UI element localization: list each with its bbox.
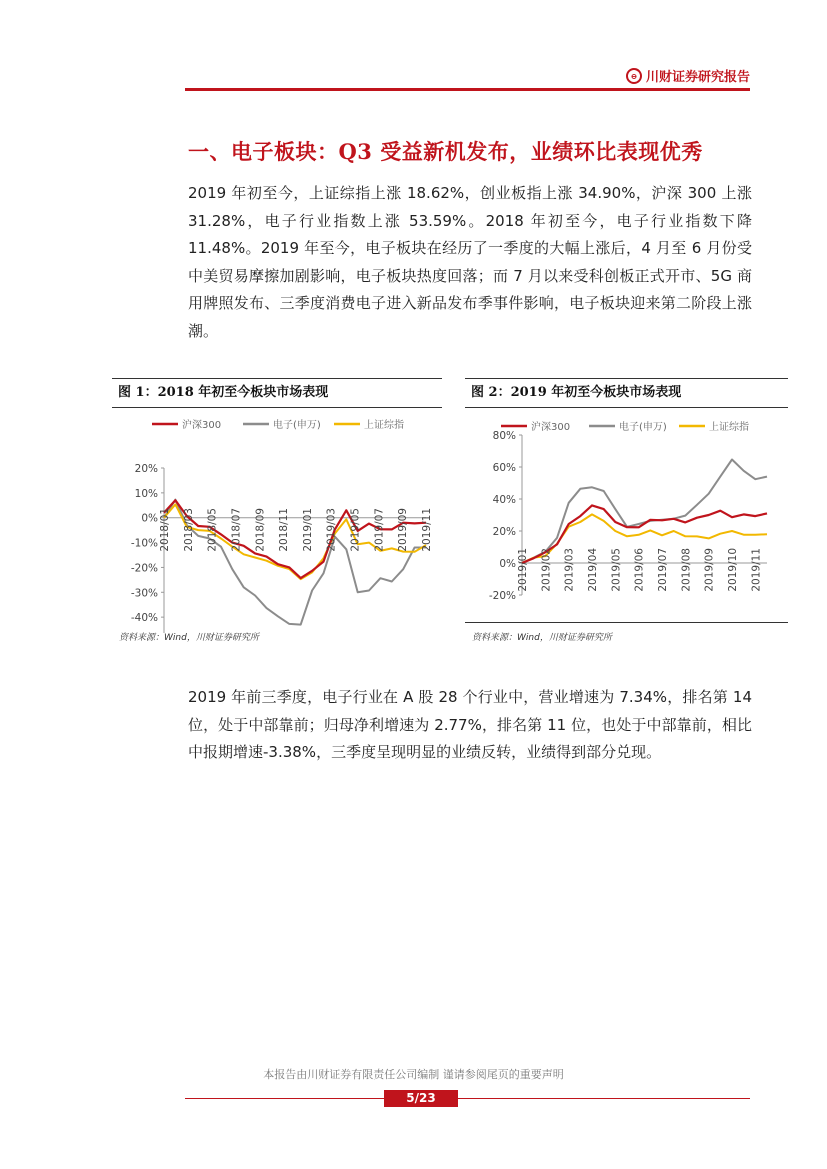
x-tick-label: 2018/05: [206, 508, 219, 552]
footer-rule: [185, 1098, 750, 1099]
x-tick-label: 2019/10: [727, 548, 739, 592]
x-tick-label: 2019/01: [301, 508, 314, 552]
y-tick-label: 0%: [141, 512, 158, 525]
x-tick-label: 2019/02: [540, 548, 553, 592]
legend-label-0: 沪深300: [182, 420, 222, 431]
legend-label-2: 上证综指: [709, 422, 749, 433]
figure-1-source: 资料来源：Wind，川财证券研究所: [119, 633, 259, 643]
series-line-1: [164, 500, 426, 625]
header-rule: [185, 88, 750, 91]
legend-label-1: 电子(申万): [273, 420, 321, 431]
x-tick-label: 2019/07: [373, 508, 386, 552]
y-tick-label: 0%: [499, 558, 516, 570]
page-number: 5/23: [384, 1090, 458, 1107]
x-tick-label: 2019/03: [563, 548, 576, 592]
x-tick-label: 2018/11: [278, 508, 291, 552]
footer-disclaimer: 本报告由川财证券有限责任公司编制 谨请参阅尾页的重要声明: [263, 1068, 564, 1081]
x-tick-label: 2019/03: [325, 508, 338, 552]
figure-1-chart: [112, 408, 442, 633]
x-tick-label: 2019/01: [517, 548, 529, 592]
x-tick-label: 2019/07: [657, 548, 669, 592]
y-tick-label: 40%: [492, 494, 516, 506]
results-paragraph: 2019 年前三季度，电子行业在 A 股 28 个行业中，营业增速为 7.34%，排名第 14 位，处于中部靠前；归母净利增速为 2.77%，排名第 11 位，也处于中部靠前，相比中报期增速-3.38%，三季度呈现明显的业绩反转，业绩得到部分兑现。: [188, 688, 752, 761]
x-tick-label: 2019/08: [680, 548, 693, 592]
y-tick-label: -10%: [130, 537, 158, 550]
y-tick-label: 20%: [492, 526, 516, 538]
x-tick-label: 2018/01: [159, 508, 171, 552]
brand-name: 川财证券研究报告: [645, 70, 750, 85]
x-tick-label: 2018/03: [182, 508, 195, 552]
x-tick-label: 2019/04: [587, 548, 599, 592]
y-tick-label: 80%: [492, 430, 516, 442]
legend-label-2: 上证综指: [364, 420, 404, 431]
brand-header: [626, 66, 750, 85]
y-tick-label: 20%: [134, 463, 158, 475]
y-tick-label: -30%: [130, 587, 158, 600]
figure-2-chart: [465, 408, 788, 630]
y-tick-label: 60%: [492, 462, 516, 474]
y-tick-label: -20%: [488, 590, 516, 602]
legend-label-1: 电子(申万): [619, 422, 667, 433]
y-tick-label: -40%: [130, 612, 158, 625]
x-tick-label: 2019/05: [349, 508, 362, 552]
figure-1-title: 图 1：2018 年初至今板块市场表现: [112, 378, 442, 408]
series-line-0: [164, 500, 426, 578]
figure-1: [112, 378, 442, 633]
series-line-2: [164, 504, 426, 579]
x-tick-label: 2019/11: [421, 508, 433, 552]
x-tick-label: 2019/09: [703, 548, 716, 592]
y-tick-label: 10%: [134, 487, 158, 500]
figure-2: [465, 378, 788, 630]
intro-paragraph: 2019 年初至今，上证综指上涨 18.62%，创业板指上涨 34.90%，沪深 300 上涨 31.28%，电子行业指数上涨 53.59%。2018 年初至今，电子行业指数下降 11.48%。2019 年至今，电子板块在经历了一季度的大幅上涨后，4 月至 6 月份受中美贸易摩擦加剧影响，电子板块热度回落；而 7 月以来受科创板正式开市、5G 商用牌照发布、三季度消费电子进入新品发布季事件影响，电子板块迎来第二阶段上涨潮。: [188, 184, 752, 340]
x-tick-label: 2019/06: [633, 548, 646, 592]
figure-2-title: 图 2：2019 年初至今板块市场表现: [465, 378, 788, 408]
y-tick-label: -20%: [130, 562, 158, 575]
legend-label-0: 沪深300: [531, 422, 571, 433]
x-tick-label: 2018/09: [254, 508, 267, 552]
ring-logo-icon: ⊖: [626, 68, 642, 84]
figure-2-source: 资料来源：Wind，川财证券研究所: [472, 633, 612, 643]
section-title: 一、电子板块：Q3 受益新机发布，业绩环比表现优秀: [188, 139, 703, 164]
figure-2-bottom-rule: [465, 622, 788, 623]
x-tick-label: 2019/09: [397, 508, 410, 552]
series-line-1: [522, 460, 767, 564]
x-tick-label: 2019/11: [750, 548, 763, 592]
x-tick-label: 2019/05: [610, 548, 623, 592]
x-tick-label: 2018/07: [230, 508, 243, 552]
